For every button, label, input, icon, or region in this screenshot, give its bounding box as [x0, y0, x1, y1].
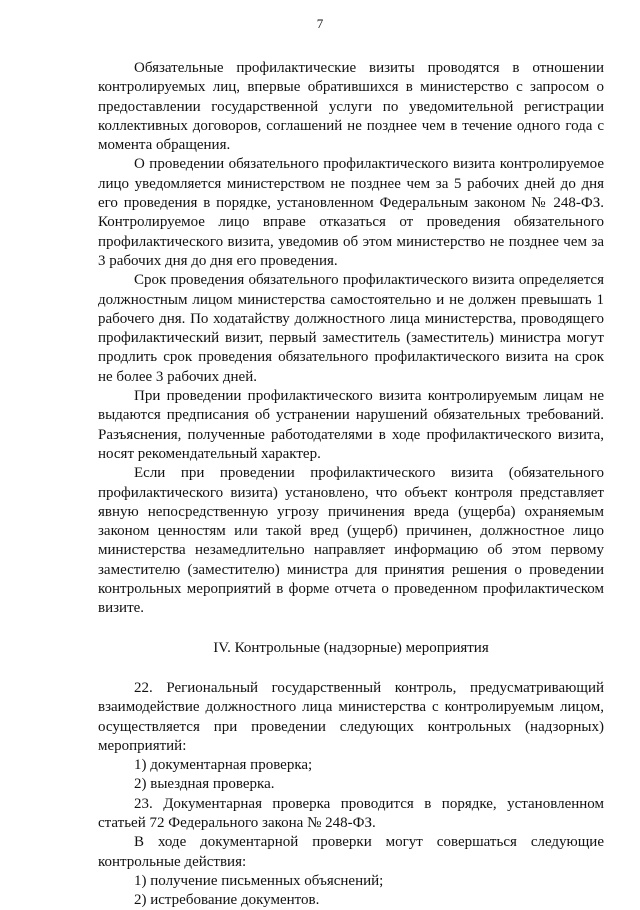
paragraph-item-23: 23. Документарная проверка проводится в порядке, установленном статьей 72 Федерального закона № 248-ФЗ.	[98, 795, 604, 831]
paragraph-item-22: 22. Региональный государственный контроль, предусматривающий взаимодействие должностного лица министерства с контролируемым лицом, осуществляется при проведении следующих контрольных (надзорных) мероприятий:	[98, 679, 604, 754]
paragraph-visit-duration: Срок проведения обязательного профилактического визита определяется должностным лицом министерства самостоятельно и не должен превышать 1 рабочего дня. По ходатайству должностного лица министерства, проводящего профилактический визит, первый заместитель (заместитель) министра могут продлить срок проведения обязательного профилактического визита на срок не более 3 рабочих дней.	[98, 272, 604, 385]
list-item-field-inspection: 2) выездная проверка.	[134, 776, 275, 793]
paragraph-visit-notification: О проведении обязательного профилактического визита контролируемое лицо уведомляется министерством не позднее чем за 5 рабочих дней до дня его проведения в порядке, установленном Федеральным законом № 248-ФЗ. Контролируемое лицо вправе отказаться от проведения обязательного профилактического визита, уведомив об этом министерство не позднее чем за 3 рабочих дня до дня его проведения.	[98, 156, 604, 269]
list-item-documentary-inspection: 1) документарная проверка;	[134, 757, 313, 774]
document-body	[98, 59, 604, 910]
list-item-written-explanations: 1) получение письменных объяснений;	[134, 872, 384, 889]
section-heading: IV. Контрольные (надзорные) мероприятия	[213, 639, 489, 656]
paragraph-threat-detected: Если при проведении профилактического визита (обязательного профилактического визита) установлено, что объект контроля представляет явную непосредственную угрозу причинения вреда (ущерба) охраняемым законом ценностям или такой вред (ущерб) причинен, должностное лицо министерства незамедлительно направляет информацию об этом первому заместителю (заместителю) министра для принятия решения о проведении контрольных мероприятий в форме отчета о проведенном профилактическом визите.	[98, 465, 604, 617]
page-number: 7	[316, 16, 324, 31]
list-item-document-request: 2) истребование документов.	[134, 892, 320, 909]
paragraph-control-actions: В ходе документарной проверки могут совершаться следующие контрольные действия:	[98, 834, 604, 870]
paragraph-mandatory-visits: Обязательные профилактические визиты проводятся в отношении контролируемых лиц, впервые обратившихся в министерство с запросом о предоставлении государственной услуги по уведомительной регистрации коллективных договоров, соглашений не позднее чем в течение одного года с момента обращения.	[98, 60, 604, 154]
paragraph-no-orders: При проведении профилактического визита контролируемым лицам не выдаются предписания об устранении нарушений обязательных требований. Разъяснения, полученные работодателями в ходе профилактического визита, носят рекомендательный характер.	[98, 388, 604, 462]
